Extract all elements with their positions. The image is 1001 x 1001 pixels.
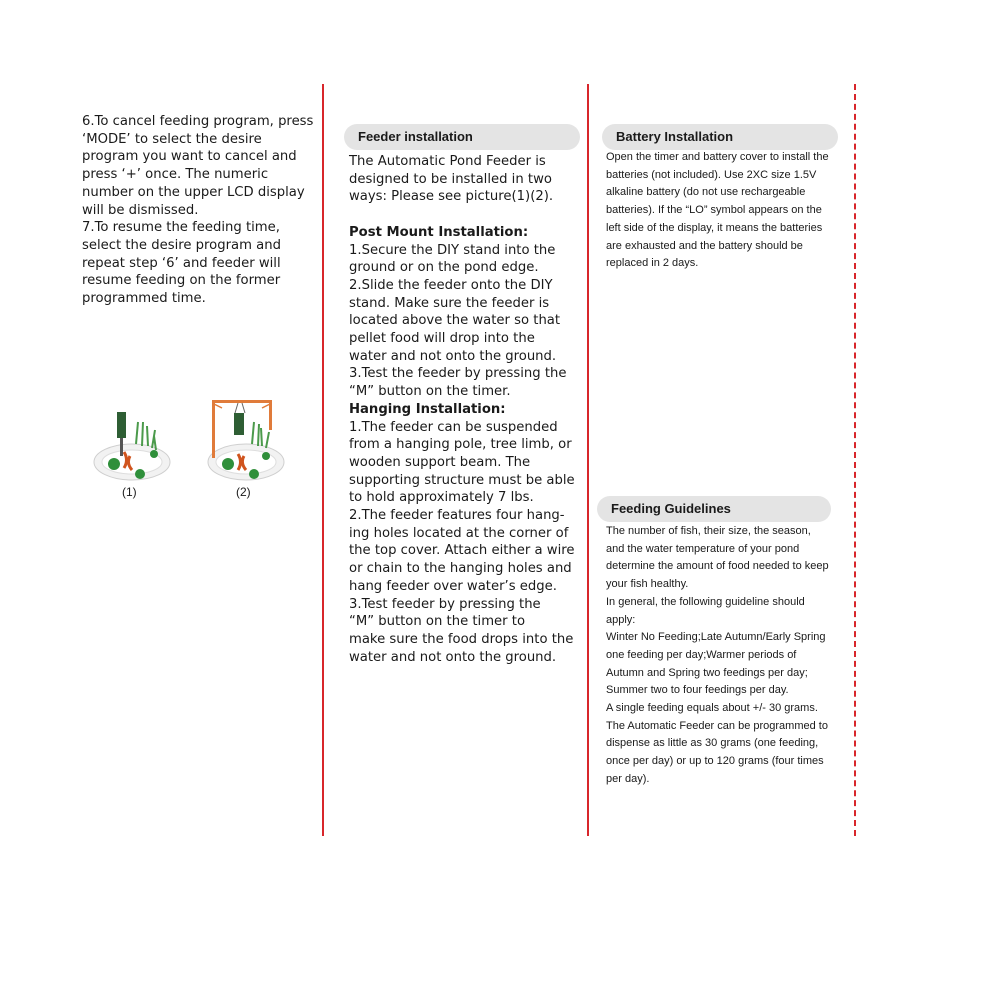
feeding-text: The number of fish, their size, the season, and the water temperature of your pond determine the amount of food needed to keep your fish healthy. In general, the following guideline should apply: Winter No Feeding;Late Autumn/Early Spring one feeding per day;Warmer periods of Autumn and Spring two feedings per day; Summer two to four feedings per day. A single feeding equals about +/- 30 grams. The Automatic Feeder can be programmed to dispense as little as 30 grams (one feeding, once per day) or up to 120 grams (four times per day). [606, 525, 829, 785]
feeding-section [606, 523, 842, 789]
page-edge-dashed-divider [854, 84, 856, 836]
column-divider-1 [322, 84, 324, 836]
post-mount-heading: Post Mount Installation: [349, 224, 529, 240]
column-divider-2 [587, 84, 589, 836]
step-7-text: 7.To resume the feeding time, select the desire program and repeat step ‘6’ and feeder will resume feeding on the former programmed time. [82, 220, 281, 307]
installation-figures [90, 396, 290, 506]
hanging-text: 1.The feeder can be suspended from a hanging pole, tree limb, or wooden support beam. The supporting structure must be able to hold approximately 7 lbs. 2.The feeder features four hang- ing holes located at the corner of the top cover. Attach either a wire or chain to the hanging holes and hang feeder over water’s edge. 3.Test feeder by pressing the “M” button on the timer to make sure the food drops into the water and not onto the ground. [349, 419, 575, 665]
feeding-guidelines-header: Feeding Guidelines [597, 496, 831, 522]
figure-1-label: (1) [122, 485, 137, 499]
post-mount-text: 1.Secure the DIY stand into the ground or on the pond edge. 2.Slide the feeder onto the DIY stand. Make sure the feeder is located above the water so that pellet food will drop into the water and not onto the ground. 3.Test the feeder by pressing the “M” button on the timer. [349, 242, 567, 400]
step-6-text: 6.To cancel feeding program, press ‘MODE’ to select the desire program you want to cancel and press ‘+’ once. The numeric number on the upper LCD display will be dismissed. [82, 114, 314, 218]
battery-section [606, 149, 842, 273]
feeder-installation-header: Feeder installation [344, 124, 580, 150]
feeder-installation-intro: The Automatic Pond Feeder is designed to be installed in two ways: Please see picture(1)(2). [349, 154, 554, 205]
post-mount-illustration [90, 396, 180, 486]
figure-2-label: (2) [236, 485, 251, 499]
hanging-heading: Hanging Installation: [349, 401, 506, 417]
column-2 [349, 153, 577, 666]
hanging-illustration [202, 396, 292, 486]
battery-text: Open the timer and battery cover to install the batteries (not included). Use 2XC size 1.5V alkaline battery (do not use rechargeable batteries). If the “LO” symbol appears on the left side of the display, it means the batteries are exhausted and the battery should be replaced in 2 days. [606, 151, 829, 270]
battery-installation-header: Battery Installation [602, 124, 838, 150]
column-1 [82, 113, 314, 308]
